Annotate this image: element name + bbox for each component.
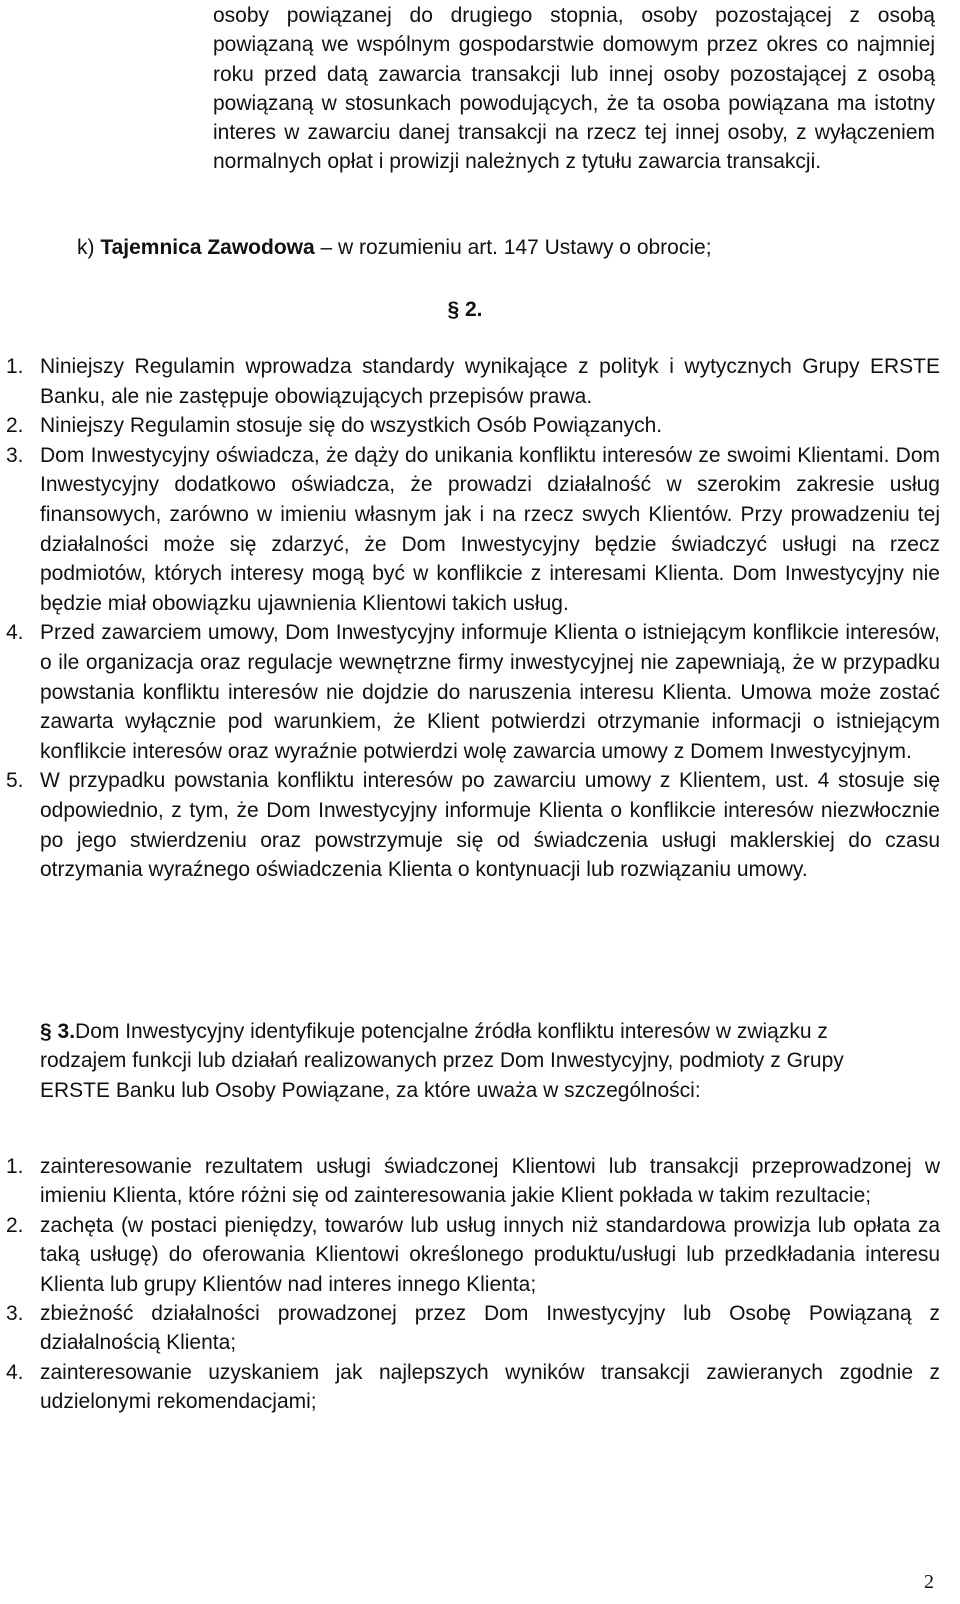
list-item xyxy=(0,352,940,411)
list-item-text: zainteresowanie rezultatem usługi świadczonej Klientowi lub transakcji przeprowadzonej w imieniu Klienta, które różni się od zainteresowania jakie Klient pokłada w takim rezultacie; xyxy=(40,1155,940,1208)
list-item-text: W przypadku powstania konfliktu interesów po zawarciu umowy z Klientem, ust. 4 stosuje się odpowiednio, z tym, że Dom Inwestycyjny informuje Klienta o konflikcie interesów niezwłocznie po jego stwierdzeniu oraz powstrzymuje się od świadczenia usługi maklerskiej do czasu otrzymania wyraźnego oświadczenia Klienta o kontynuacji lub rozwiązaniu umowy. xyxy=(40,769,940,882)
list-item xyxy=(0,1358,940,1417)
definition-k-text: – w rozumieniu art. 147 Ustawy o obrocie; xyxy=(320,236,712,259)
continuation-paragraph xyxy=(213,1,935,177)
section-2-list xyxy=(0,352,940,885)
page-number: 2 xyxy=(924,1571,934,1593)
list-item xyxy=(0,1211,940,1299)
list-item-text: zachęta (w postaci pieniędzy, towarów lub usług innych niż standardowa prowizja lub opłata za taką usługę) do oferowania Klientowi określonego produktu/usługi lub przedkładania interesu Klienta lub grupy Klientów nad interes innego Klienta; xyxy=(40,1213,940,1296)
list-item-number: 5. xyxy=(6,769,24,793)
continuation-text: osoby powiązanej do drugiego stopnia, osoby pozostającej z osobą powiązaną we wspólnym gospodarstwie domowym przez okres co najmniej roku przed datą zawarcia transakcji lub innej osoby pozostającej z osobą powiązaną w stosunkach powodujących, że ta osoba powiązana ma istotny interes w zawarciu danej transakcji na rzecz tej innej osoby, z wyłączeniem normalnych opłat i prowizji należnych z tytułu zawarcia transakcji. xyxy=(213,4,935,174)
list-item-number: 1. xyxy=(6,1155,24,1178)
section-3-list xyxy=(0,1152,940,1417)
list-item-number: 4. xyxy=(6,621,24,645)
list-item-text: Przed zawarciem umowy, Dom Inwestycyjny informuje Klienta o istniejącym konflikcie interesów, o ile organizacja oraz regulacje wewnętrzne firmy inwestycyjnej nie zapewniają, że w przypadku powstania konfliktu interesów nie dojdzie do naruszenia interesu Klienta. Umowa może zostać zawarta wyłącznie pod warunkiem, że Klient potwierdzi otrzymanie informacji o istniejącym konflikcie interesów oraz wyraźnie potwierdzi wolę zawarcia umowy z Domem Inwestycyjnym. xyxy=(40,621,940,763)
list-item xyxy=(0,411,940,441)
definition-k-term: Tajemnica Zawodowa xyxy=(100,236,315,259)
list-item-number: 3. xyxy=(6,443,24,467)
list-item xyxy=(0,1299,940,1358)
list-item-text: Niniejszy Regulamin wprowadza standardy wynikające z polityk i wytycznych Grupy ERSTE Banku, ale nie zastępuje obowiązujących przepisów prawa. xyxy=(40,355,940,408)
list-item xyxy=(0,441,940,619)
list-item-number: 1. xyxy=(6,355,24,378)
section-2-heading: § 2. xyxy=(447,298,483,321)
list-item xyxy=(0,618,940,766)
definition-k xyxy=(77,233,937,262)
list-item-number: 3. xyxy=(6,1302,24,1326)
list-item-text: Niniejszy Regulamin stosuje się do wszystkich Osób Powiązanych. xyxy=(40,414,663,438)
list-item-text: Dom Inwestycyjny oświadcza, że dąży do unikania konfliktu interesów ze swoimi Klientami. Dom Inwestycyjny dodatkowo oświadcza, że prowadzi działalność w szerokim zakresie usług finansowych, zarówno w imieniu własnym jak i na rzecz swych Klientów. Przy prowadzeniu tej działalności może się zdarzyć, że Dom Inwestycyjny będzie świadczyć usługi na rzecz podmiotów, których interesy mogą być w konflikcie z interesami Klienta. Dom Inwestycyjny nie będzie miał obowiązku ujawnienia Klientowi takich usług. xyxy=(40,443,940,615)
section-3-heading: § 3. xyxy=(40,1020,76,1043)
list-item-number: 4. xyxy=(6,1360,24,1384)
list-item-number: 2. xyxy=(6,1213,24,1237)
section-3-intro-text: Dom Inwestycyjny identyfikuje potencjalne źródła konfliktu interesów w związku z rodzajem funkcji lub działań realizowanych przez Dom Inwestycyjny, podmioty z Grupy ERSTE Banku lub Osoby Powiązane, za które uważa w szczególności: xyxy=(40,1020,844,1102)
list-item xyxy=(0,1152,940,1211)
list-item xyxy=(0,766,940,884)
list-item-number: 2. xyxy=(6,414,24,438)
section-3-intro xyxy=(40,1017,900,1105)
list-item-text: zbieżność działalności prowadzonej przez Dom Inwestycyjny lub Osobę Powiązaną z działalnością Klienta; xyxy=(40,1302,940,1355)
list-item-text: zainteresowanie uzyskaniem jak najlepszych wyników transakcji zawieranych zgodnie z udzielonymi rekomendacjami; xyxy=(40,1360,940,1414)
definition-k-marker: k) xyxy=(77,236,95,259)
